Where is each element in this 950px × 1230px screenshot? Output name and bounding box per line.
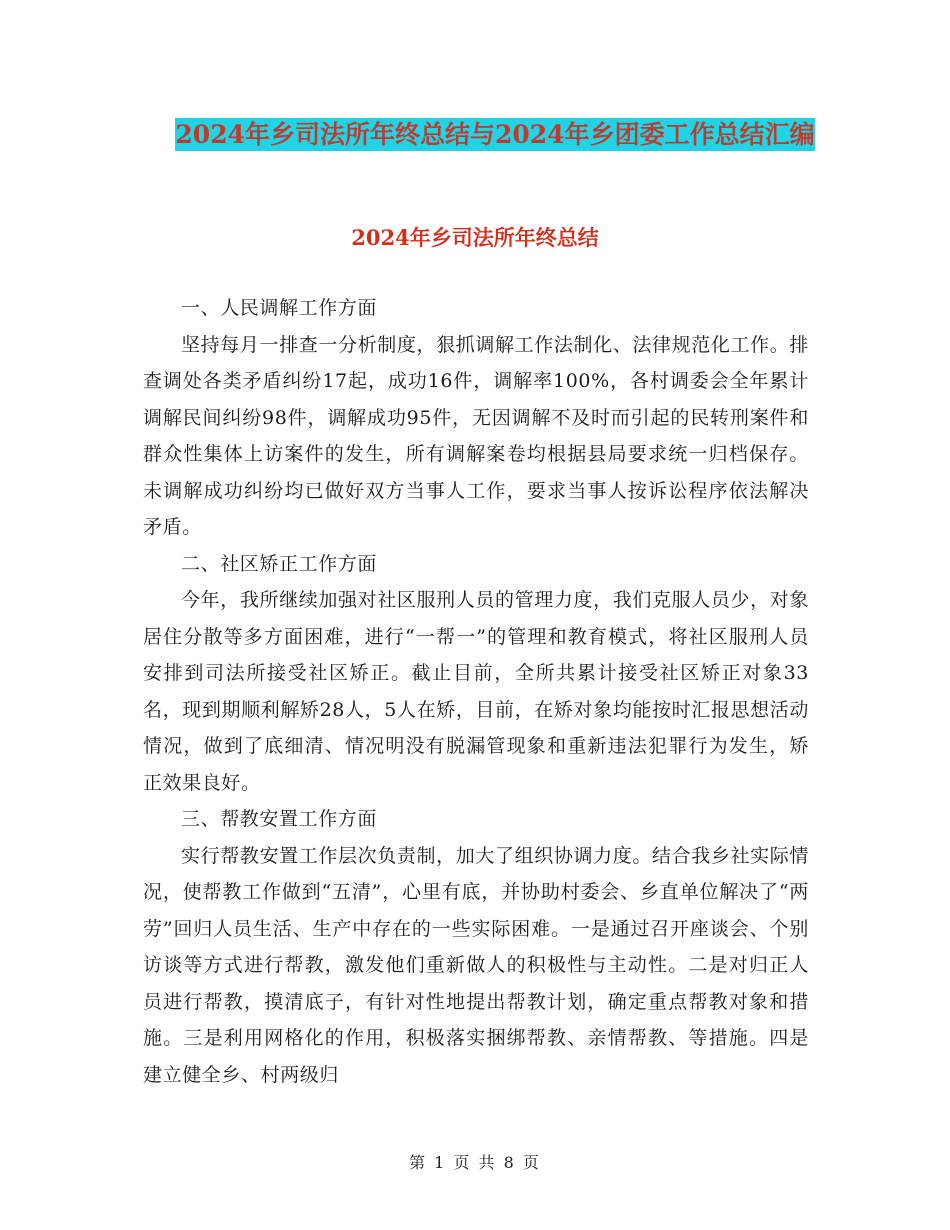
paragraph-community-correction: 今年，我所继续加强对社区服刑人员的管理力度，我们克服人员少，对象居住分散等多方面困难，进行“一帮一”的管理和教育模式，将社区服刑人员安排到司法所接受社区矫正。截止目前，全所共累计接受社区矫正对象33名，现到期顺利解矫28人，5人在矫，目前，在矫对象均能按时汇报思想活动情况，做到了底细清、情况明没有脱漏管现象和重新违法犯罪行为发生，矫正效果良好。	[143, 589, 809, 794]
document-title-text: 2024年乡司法所年终总结与2024年乡团委工作总结汇编	[175, 120, 815, 149]
document-body	[143, 290, 809, 1093]
heading-assistance-resettlement: 三、帮教安置工作方面	[181, 808, 378, 830]
heading-mediation: 一、人民调解工作方面	[181, 297, 378, 319]
section-title: 2024年乡司法所年终总结	[351, 225, 599, 250]
page-footer: 第 1 页 共 8 页	[409, 1153, 541, 1172]
paragraph-mediation: 坚持每月一排查一分析制度，狠抓调解工作法制化、法律规范化工作。排查调处各类矛盾纠纷17起，成功16件，调解率100%，各村调委会全年累计调解民间纠纷98件，调解成功95件，无因调解不及时而引起的民转刑案件和群众性集体上访案件的发生，所有调解案卷均根据县局要求统一归档保存。未调解成功纠纷均已做好双方当事人工作，要求当事人按诉讼程序依法解决矛盾。	[143, 333, 809, 538]
heading-community-correction: 二、社区矫正工作方面	[181, 552, 378, 575]
paragraph-assistance-resettlement: 实行帮教安置工作层次负责制，加大了组织协调力度。结合我乡社实际情况，使帮教工作做到“五清”，心里有底，并协助村委会、乡直单位解决了“两劳”回归人员生活、生产中存在的一些实际困难。一是通过召开座谈会、个别访谈等方式进行帮教，激发他们重新做人的积极性与主动性。二是对归正人员进行帮教，摸清底子，有针对性地提出帮教计划，确定重点帮教对象和措施。三是利用网格化的作用，积极落实捆绑帮教、亲情帮教、等措施。四是建立健全乡、村两级归	[143, 844, 809, 1086]
document-title	[140, 112, 850, 158]
